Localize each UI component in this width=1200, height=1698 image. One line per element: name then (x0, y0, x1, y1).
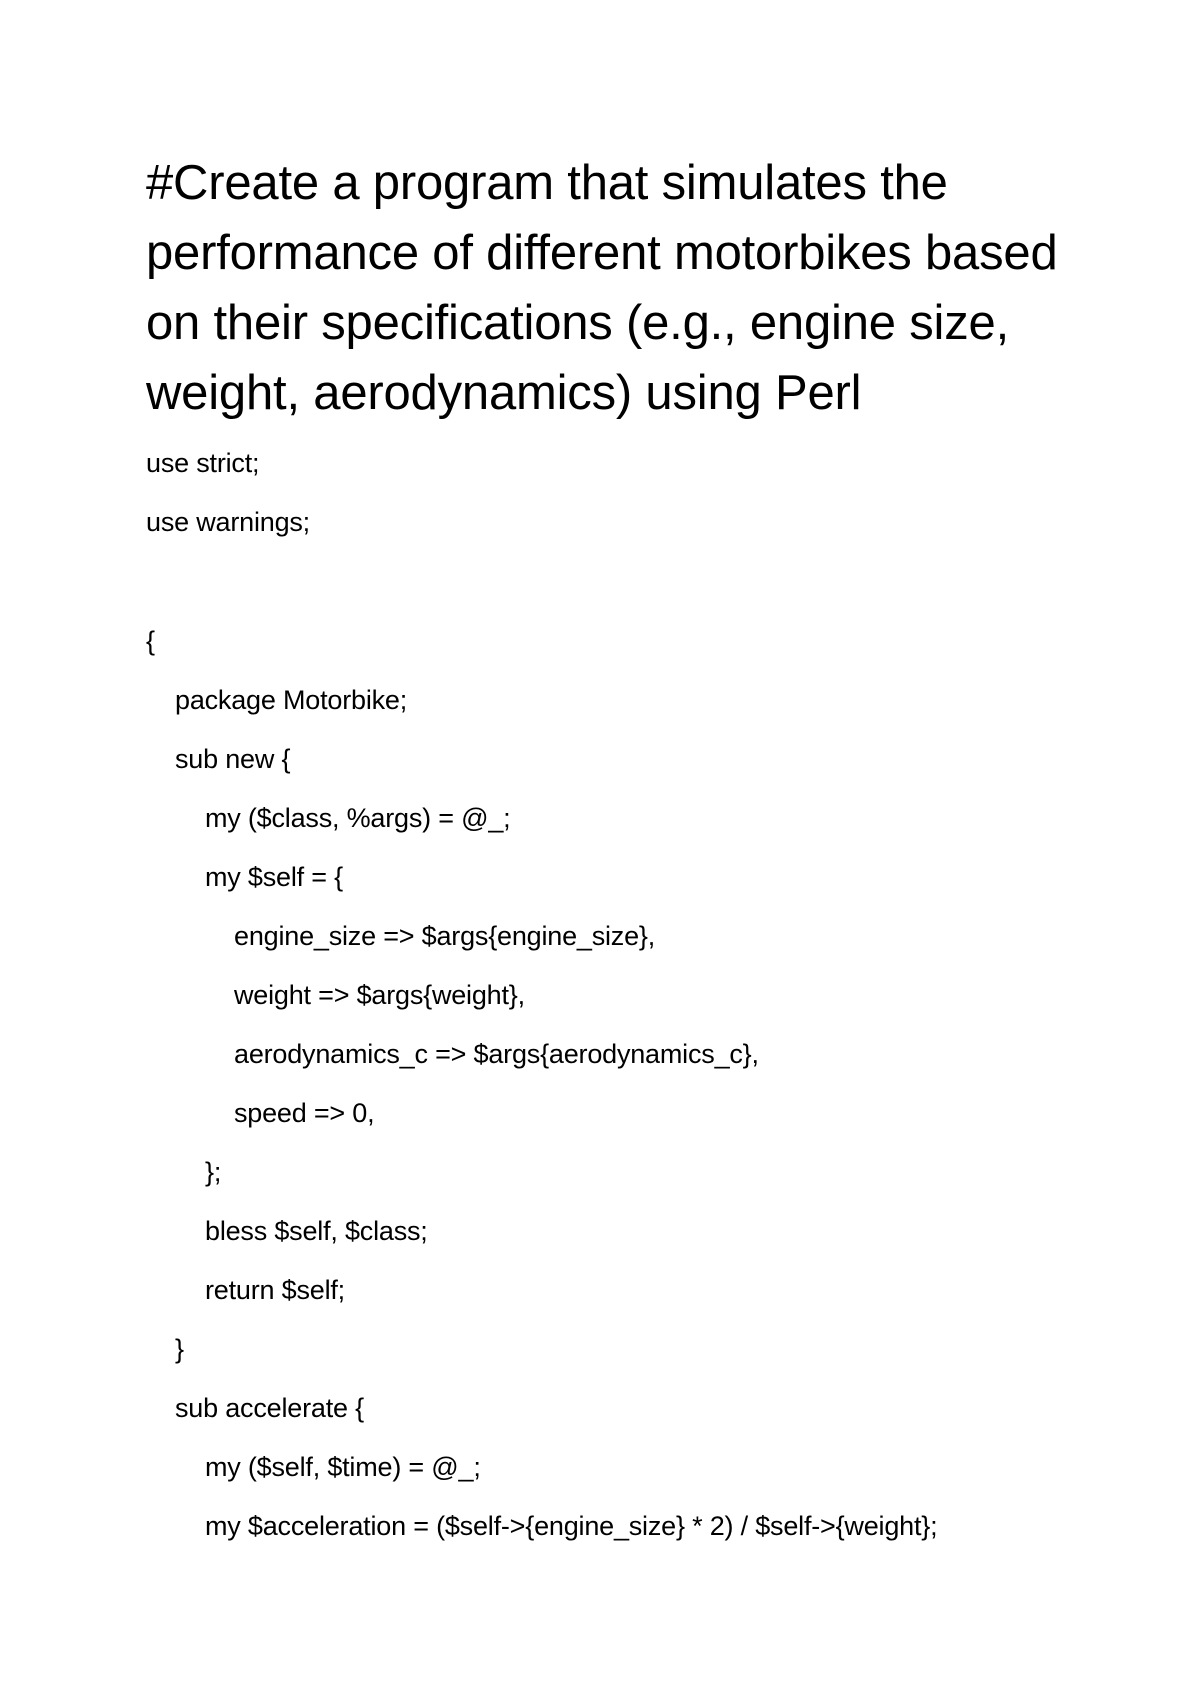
code-line: use strict; (146, 448, 260, 478)
code-line: use warnings; (146, 507, 310, 537)
code-line: } (175, 1334, 184, 1364)
code-line: aerodynamics_c => $args{aerodynamics_c}, (234, 1039, 759, 1069)
code-line: speed => 0, (234, 1098, 375, 1128)
code-line: { (146, 626, 155, 656)
code-line: sub new { (175, 744, 291, 774)
document-heading: #Create a program that simulates the performance of different motorbikes based on their specifications (e.g., engine size, weight, aerodynamics) using Perl (146, 156, 1058, 420)
code-line: package Motorbike; (175, 685, 408, 715)
code-line: }; (205, 1157, 222, 1187)
code-line: return $self; (205, 1275, 345, 1305)
code-line: my $self = { (205, 862, 343, 892)
code-line: my $acceleration = ($self->{engine_size} * 2) / $self->{weight}; (205, 1511, 938, 1541)
code-line: engine_size => $args{engine_size}, (234, 921, 656, 951)
code-line: weight => $args{weight}, (234, 980, 525, 1010)
code-line: sub accelerate { (175, 1393, 364, 1423)
code-line: my ($class, %args) = @_; (205, 803, 511, 833)
code-line: my ($self, $time) = @_; (205, 1452, 481, 1482)
code-line: bless $self, $class; (205, 1216, 428, 1246)
